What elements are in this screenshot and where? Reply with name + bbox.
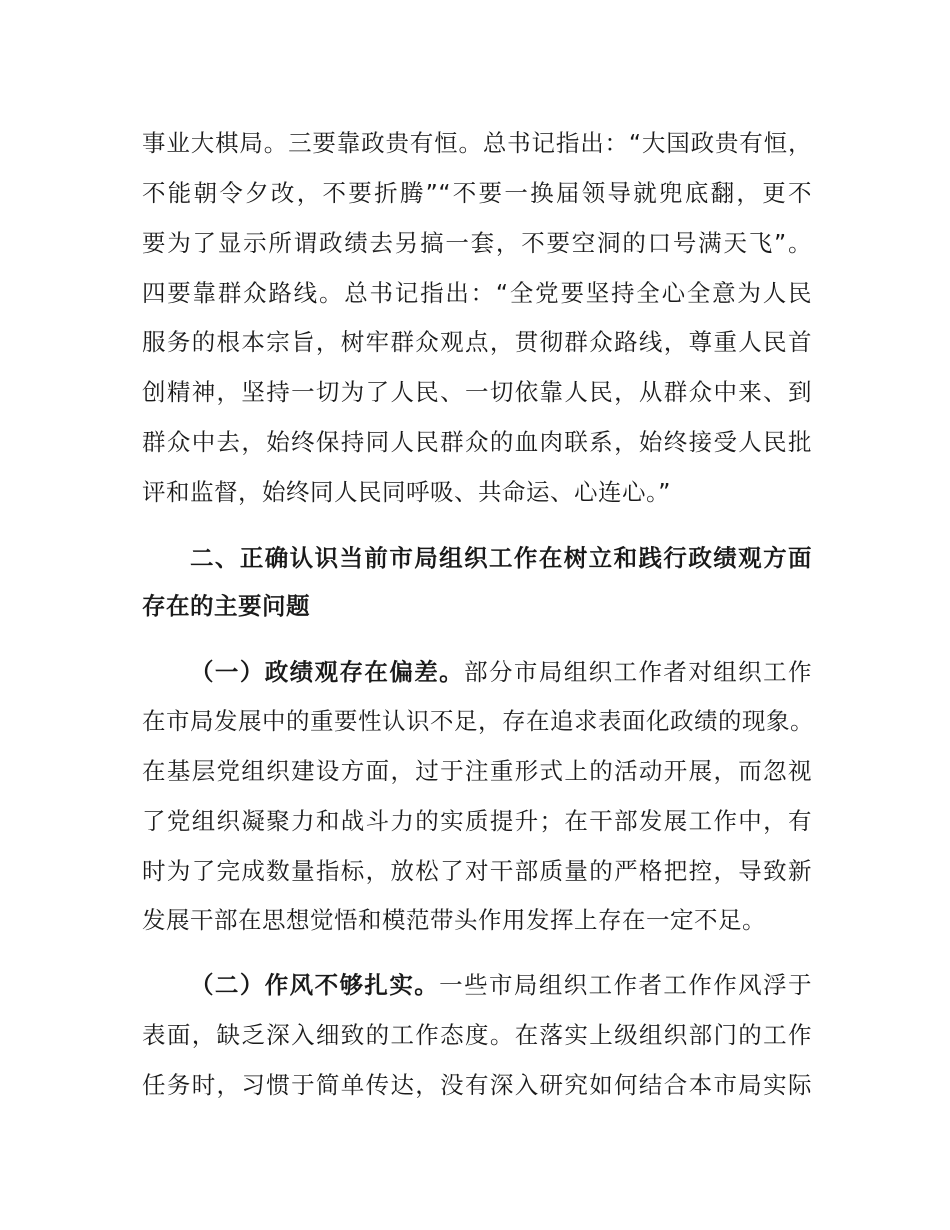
- paragraph-3-line-2: 任务时，习惯于简单传达，没有深入研究如何结合本市局实际: [142, 1071, 812, 1099]
- paragraph-1-line-4: 四要靠群众路线。总书记指出：“全党要坚持全心全意为人民: [142, 279, 812, 307]
- paragraph-1-line-8: 评和监督，始终同人民同呼吸、共命运、心连心。”: [142, 478, 671, 506]
- paragraph-2-line-4: 时为了完成数量指标，放松了对干部质量的严格把控，导致新: [142, 857, 812, 885]
- section-heading-line-1: 二、正确认识当前市局组织工作在树立和践行政绩观方面: [190, 544, 812, 572]
- paragraph-1-line-2: 不能朝令夕改，不要折腾”“不要一换届领导就兜底翻，更不: [142, 179, 812, 207]
- paragraph-1-line-5: 服务的根本宗旨，树牢群众观点，贯彻群众路线，尊重人民首: [142, 328, 812, 356]
- paragraph-3-lead-rest: 一些市局组织工作者工作作风浮于: [439, 971, 813, 999]
- paragraph-2-lead-rest: 部分市局组织工作者对组织工作: [464, 658, 813, 686]
- paragraph-2-line-3: 了党组织凝聚力和战斗力的实质提升；在干部发展工作中，有: [142, 807, 812, 835]
- paragraph-2-lead-bold: （一）政绩观存在偏差。: [190, 658, 465, 686]
- paragraph-3-lead-bold: （二）作风不够扎实。: [190, 971, 440, 999]
- paragraph-2-lead-line: [190, 656, 812, 688]
- paragraph-2-line-2: 在基层党组织建设方面，过于注重形式上的活动开展，而忽视: [142, 757, 812, 785]
- paragraph-3-lead-line: [190, 969, 812, 1001]
- section-heading-line-2: 存在的主要问题: [142, 592, 310, 620]
- paragraph-1-line-6: 创精神，坚持一切为了人民、一切依靠人民，从群众中来、到: [142, 378, 812, 406]
- paragraph-2-line-1: 在市局发展中的重要性认识不足，存在追求表面化政绩的现象。: [142, 707, 814, 735]
- paragraph-1-line-3: 要为了显示所谓政绩去另搞一套，不要空洞的口号满天飞”。: [142, 229, 812, 257]
- paragraph-1-line-1: 事业大棋局。三要靠政贵有恒。总书记指出：“大国政贵有恒，: [142, 129, 812, 157]
- paragraph-2-line-5: 发展干部在思想觉悟和模范带头作用发挥上存在一定不足。: [142, 906, 766, 934]
- paragraph-3-line-1: 表面，缺乏深入细致的工作态度。在落实上级组织部门的工作: [142, 1021, 812, 1049]
- paragraph-1-line-7: 群众中去，始终保持同人民群众的血肉联系，始终接受人民批: [142, 428, 812, 456]
